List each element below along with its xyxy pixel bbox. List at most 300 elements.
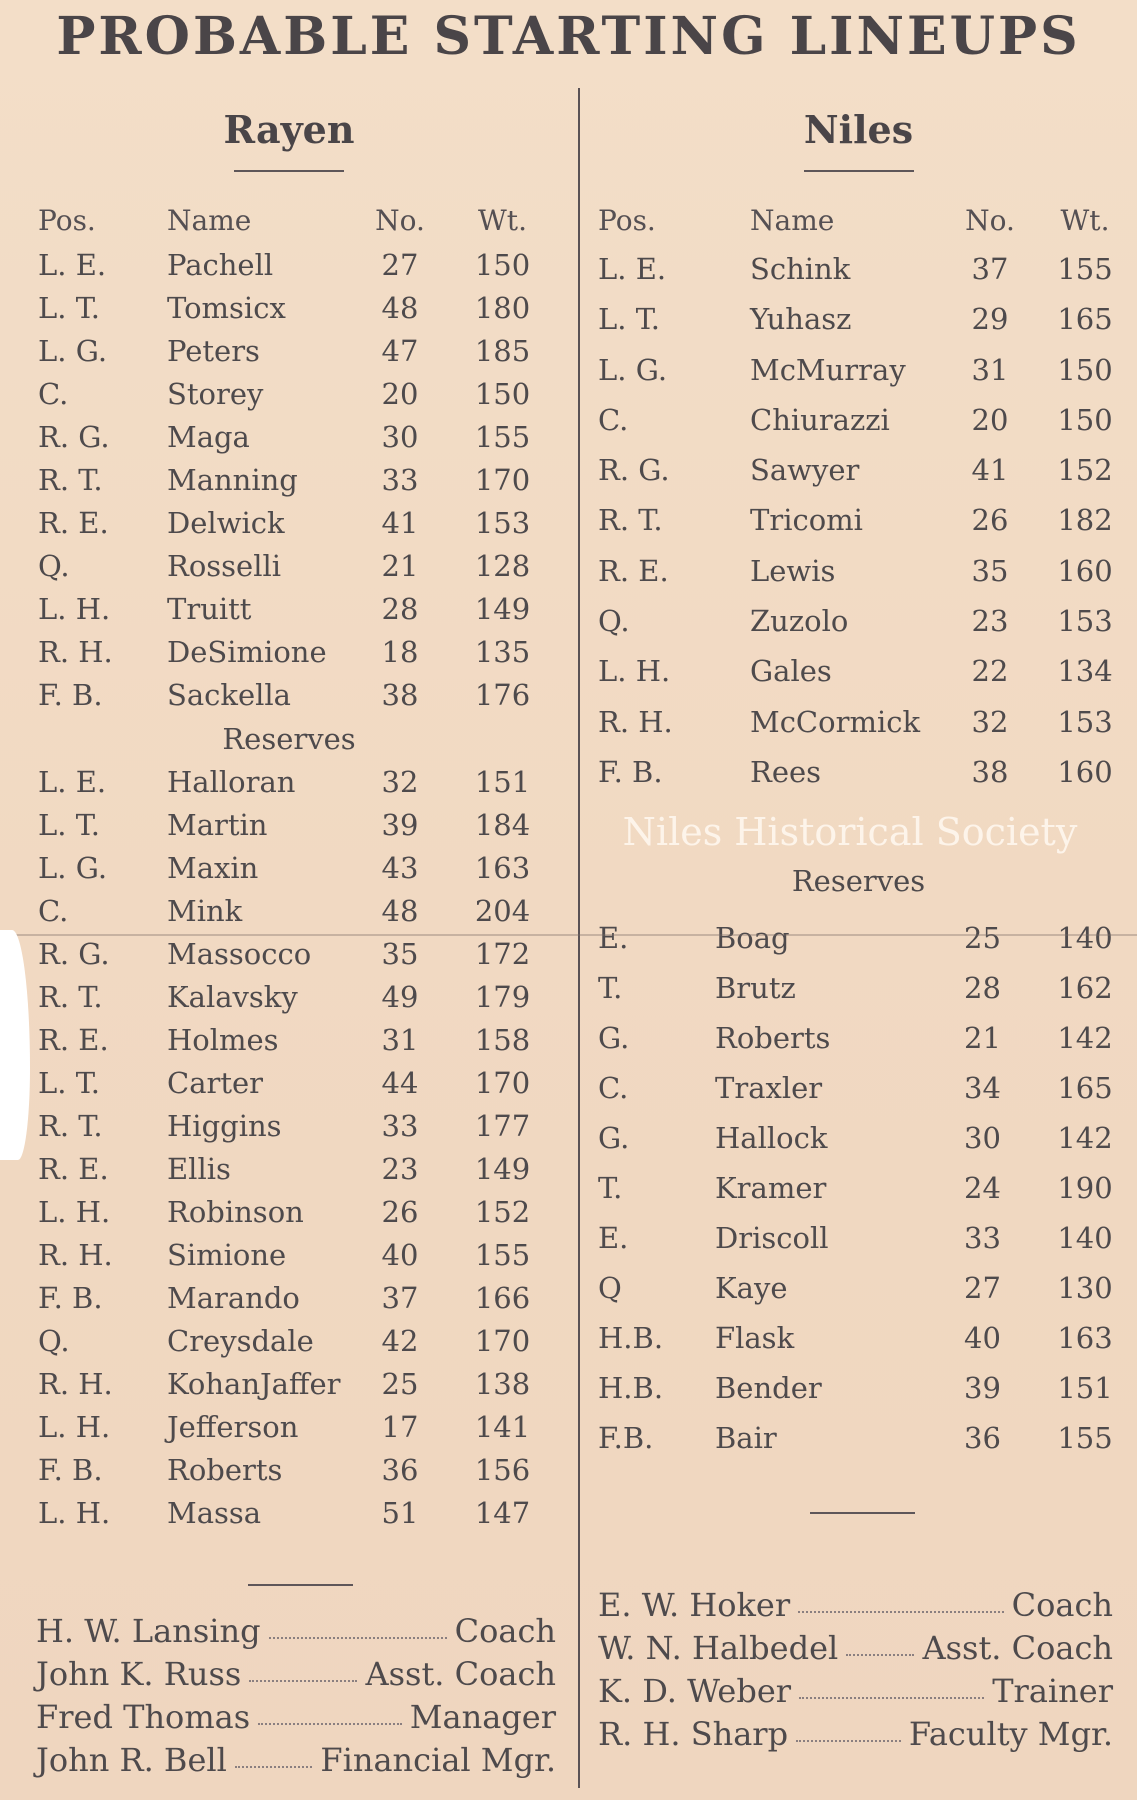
player-position: R. E. [598, 553, 669, 588]
player-weight: 153 [474, 506, 531, 540]
player-number: 48 [381, 291, 419, 325]
player-position: L. T. [38, 291, 100, 325]
player-row [580, 596, 1137, 646]
header-no: No. [375, 204, 425, 237]
rayen-column [0, 100, 578, 1535]
player-weight: 204 [474, 894, 531, 928]
player-position: Q. [598, 604, 630, 639]
staff-role: Coach [1011, 1586, 1113, 1624]
player-name: KohanJaffer [167, 1367, 341, 1401]
staff-role: Trainer [992, 1672, 1113, 1710]
player-number: 25 [964, 921, 1001, 956]
player-name: Simione [167, 1238, 287, 1272]
player-position: L. G. [38, 851, 108, 885]
player-row [580, 1313, 1137, 1363]
player-name: Marando [167, 1281, 300, 1315]
player-weight: 149 [474, 1152, 531, 1186]
player-number: 47 [381, 334, 419, 368]
team-underline [234, 170, 344, 172]
leader-dots [258, 1723, 402, 1725]
player-number: 41 [381, 506, 419, 540]
player-position: T. [598, 1171, 623, 1206]
player-weight: 158 [474, 1023, 531, 1057]
staff-row [36, 1739, 556, 1782]
staff-role: Faculty Mgr. [908, 1715, 1113, 1753]
player-weight: 150 [1057, 402, 1113, 437]
player-name: Bair [715, 1421, 777, 1456]
staff-row [598, 1584, 1113, 1627]
player-number: 26 [971, 503, 1009, 538]
header-wt: Wt. [1060, 204, 1110, 237]
player-row [580, 1113, 1137, 1163]
player-row [0, 976, 578, 1019]
player-name: Martin [167, 808, 268, 842]
player-position: L. H. [38, 1496, 111, 1530]
player-weight: 165 [1057, 1071, 1113, 1106]
player-weight: 150 [474, 248, 531, 282]
player-weight: 184 [474, 808, 531, 842]
staff-name: John K. Russ [36, 1655, 242, 1693]
player-row [0, 1062, 578, 1105]
paper-fold-line [0, 934, 1137, 936]
staff-name: John R. Bell [36, 1741, 227, 1779]
player-name: Massa [167, 1496, 262, 1530]
player-name: Kaye [715, 1271, 788, 1306]
leader-dots [799, 1697, 984, 1699]
player-weight: 152 [474, 1195, 531, 1229]
player-number: 26 [381, 1195, 419, 1229]
player-row [580, 1263, 1137, 1313]
player-name: Manning [167, 463, 298, 497]
player-row [0, 1148, 578, 1191]
player-row [580, 345, 1137, 395]
player-number: 48 [381, 894, 419, 928]
rayen-staff [36, 1610, 556, 1782]
header-name: Name [167, 204, 252, 237]
staff-name: Fred Thomas [36, 1698, 251, 1736]
reserves-label: Reserves [222, 722, 356, 756]
player-row [0, 761, 578, 804]
player-position: F. B. [38, 1453, 103, 1487]
player-row [0, 1234, 578, 1277]
player-number: 37 [381, 1281, 419, 1315]
player-weight: 130 [1057, 1271, 1113, 1306]
player-position: L. E. [598, 252, 667, 286]
player-name: Tomsicx [167, 291, 286, 325]
player-position: T. [598, 971, 623, 1006]
player-position: G. [598, 1021, 630, 1056]
player-row [580, 1363, 1137, 1413]
player-number: 51 [381, 1496, 419, 1530]
player-number: 22 [971, 654, 1009, 689]
player-weight: 176 [474, 678, 531, 712]
player-name: Delwick [167, 506, 285, 540]
player-number: 35 [971, 553, 1009, 588]
player-weight: 151 [474, 765, 531, 799]
player-position: R. G. [38, 420, 110, 454]
player-weight: 150 [1057, 352, 1113, 387]
player-name: Maxin [167, 851, 259, 885]
player-number: 17 [381, 1410, 419, 1444]
header-wt: Wt. [478, 204, 527, 237]
player-name: Lewis [750, 553, 836, 588]
player-row [580, 546, 1137, 596]
player-number: 21 [964, 1021, 1001, 1056]
player-name: Rees [750, 754, 822, 789]
player-position: R. T. [38, 463, 103, 497]
player-name: Roberts [715, 1021, 831, 1056]
team-name-rayen: Rayen [223, 107, 355, 152]
player-position: L. E. [38, 765, 107, 799]
player-position: E. [598, 921, 629, 956]
player-position: R. H. [38, 1367, 113, 1401]
player-number: 23 [971, 604, 1009, 639]
player-position: L. G. [38, 334, 108, 368]
player-name: Brutz [715, 971, 796, 1006]
player-position: F. B. [38, 678, 103, 712]
player-row [580, 445, 1137, 495]
player-weight: 153 [1057, 704, 1113, 739]
player-position: R. H. [38, 635, 113, 669]
player-position: Q. [38, 549, 70, 583]
staff-name: K. D. Weber [598, 1672, 792, 1710]
player-row [580, 913, 1137, 963]
player-row [0, 287, 578, 330]
player-position: F.B. [598, 1421, 654, 1456]
player-name: Boag [715, 921, 790, 956]
player-row [0, 1019, 578, 1062]
watermark: Niles Historical Society [622, 810, 1078, 854]
staff-role: Manager [409, 1698, 556, 1736]
player-position: R. T. [38, 1109, 103, 1143]
player-position: C. [38, 894, 69, 928]
player-position: R. E. [38, 1152, 109, 1186]
player-name: Creysdale [167, 1324, 314, 1358]
player-row [580, 1163, 1137, 1213]
player-row [580, 747, 1137, 797]
player-row [0, 244, 578, 287]
player-position: Q. [38, 1324, 70, 1358]
niles-starters [580, 244, 1137, 797]
player-row [580, 697, 1137, 747]
player-number: 36 [381, 1453, 419, 1487]
staff-name: R. H. Sharp [598, 1715, 789, 1753]
player-weight: 150 [474, 377, 531, 411]
player-name: McMurray [750, 352, 906, 387]
player-weight: 149 [474, 592, 531, 626]
player-name: Sawyer [750, 453, 860, 488]
player-row [0, 330, 578, 373]
player-number: 24 [964, 1171, 1001, 1206]
player-number: 32 [971, 704, 1009, 739]
player-name: Traxler [715, 1071, 823, 1106]
player-row [0, 1406, 578, 1449]
leader-dots [235, 1766, 313, 1768]
player-number: 30 [381, 420, 419, 454]
player-number: 25 [381, 1367, 419, 1401]
player-number: 49 [381, 980, 419, 1014]
player-number: 36 [964, 1421, 1001, 1456]
niles-column [580, 100, 1137, 1463]
player-row [0, 631, 578, 674]
player-name: Jefferson [167, 1410, 299, 1444]
player-name: Storey [167, 377, 264, 411]
staff-row [36, 1610, 556, 1653]
player-weight: 163 [474, 851, 531, 885]
player-position: F. B. [598, 754, 663, 789]
player-name: Driscoll [715, 1221, 829, 1256]
player-number: 41 [971, 453, 1009, 488]
player-weight: 142 [1057, 1021, 1113, 1056]
player-name: Bender [715, 1371, 822, 1406]
player-name: Massocco [167, 937, 312, 971]
player-weight: 140 [1057, 921, 1113, 956]
player-position: Q [598, 1271, 622, 1306]
reserves-label: Reserves [791, 864, 926, 899]
player-number: 28 [381, 592, 419, 626]
player-weight: 172 [474, 937, 531, 971]
player-weight: 138 [474, 1367, 531, 1401]
player-weight: 179 [474, 980, 531, 1014]
player-name: Maga [167, 420, 250, 454]
lineup-header [580, 204, 1137, 244]
player-position: L. T. [598, 302, 660, 337]
player-row [0, 1449, 578, 1492]
player-weight: 182 [1057, 503, 1113, 538]
staff-row [36, 1696, 556, 1739]
player-name: McCormick [750, 704, 921, 739]
player-name: Pachell [167, 248, 274, 282]
team-underline [804, 170, 914, 172]
player-row [580, 646, 1137, 696]
player-position: R. G. [38, 937, 110, 971]
player-weight: 165 [1057, 302, 1113, 337]
player-position: L. E. [38, 248, 107, 282]
team-name-niles: Niles [803, 107, 914, 152]
header-pos: Pos. [38, 204, 96, 237]
player-name: Kalavsky [167, 980, 298, 1014]
player-position: E. [598, 1221, 629, 1256]
rayen-reserves [0, 761, 578, 1535]
player-number: 40 [964, 1321, 1001, 1356]
player-row [0, 373, 578, 416]
player-position: C. [598, 1071, 629, 1106]
player-row [0, 588, 578, 631]
player-number: 38 [971, 754, 1009, 789]
player-number: 33 [381, 1109, 419, 1143]
player-weight: 155 [474, 1238, 531, 1272]
header-name: Name [750, 204, 835, 237]
player-row [580, 395, 1137, 445]
player-number: 18 [381, 635, 419, 669]
player-number: 31 [971, 352, 1009, 387]
player-weight: 166 [474, 1281, 531, 1315]
player-row [0, 1105, 578, 1148]
player-position: L. H. [38, 1195, 111, 1229]
player-weight: 170 [474, 1066, 531, 1100]
player-position: R. E. [38, 1023, 109, 1057]
niles-staff [598, 1584, 1113, 1756]
player-name: Roberts [167, 1453, 283, 1487]
player-row [0, 890, 578, 933]
leader-dots [798, 1611, 1004, 1613]
player-number: 35 [381, 937, 419, 971]
leader-dots [269, 1637, 447, 1639]
player-weight: 142 [1057, 1121, 1113, 1156]
player-name: Hallock [715, 1121, 828, 1156]
player-number: 39 [964, 1371, 1001, 1406]
player-position: R. T. [38, 980, 103, 1014]
player-name: Holmes [167, 1023, 279, 1057]
player-name: Carter [167, 1066, 264, 1100]
staff-row [598, 1627, 1113, 1670]
player-weight: 141 [474, 1410, 531, 1444]
player-name: Higgins [167, 1109, 282, 1143]
leader-dots [846, 1654, 914, 1656]
player-weight: 151 [1057, 1371, 1113, 1406]
player-number: 34 [964, 1071, 1001, 1106]
player-row [0, 1277, 578, 1320]
player-position: R. H. [38, 1238, 113, 1272]
player-position: R. H. [598, 704, 673, 739]
player-weight: 180 [474, 291, 531, 325]
header-pos: Pos. [598, 204, 656, 237]
player-row [0, 804, 578, 847]
player-number: 20 [971, 402, 1009, 437]
player-row [580, 294, 1137, 344]
leader-dots [796, 1740, 901, 1742]
player-weight: 152 [1057, 453, 1113, 488]
player-weight: 147 [474, 1496, 531, 1530]
player-row [580, 244, 1137, 294]
player-row [580, 1013, 1137, 1063]
player-number: 43 [381, 851, 419, 885]
player-weight: 190 [1057, 1171, 1113, 1206]
player-weight: 162 [1057, 971, 1113, 1006]
player-weight: 134 [1057, 654, 1113, 689]
player-name: Sackella [167, 678, 291, 712]
player-number: 38 [381, 678, 419, 712]
player-position: R. T. [598, 503, 663, 538]
player-row [0, 502, 578, 545]
player-name: Yuhasz [750, 302, 852, 337]
player-name: Gales [750, 654, 832, 689]
player-position: C. [598, 402, 629, 437]
player-number: 39 [381, 808, 419, 842]
player-weight: 135 [474, 635, 531, 669]
player-weight: 170 [474, 1324, 531, 1358]
player-name: Schink [750, 252, 851, 286]
player-name: Flask [715, 1321, 795, 1356]
player-row [0, 1363, 578, 1406]
header-no: No. [965, 204, 1015, 237]
player-row [0, 545, 578, 588]
player-name: DeSimione [167, 635, 327, 669]
player-weight: 153 [1057, 604, 1113, 639]
player-position: L. H. [598, 654, 671, 689]
player-number: 27 [964, 1271, 1001, 1306]
player-position: R. G. [598, 453, 670, 488]
player-weight: 177 [474, 1109, 531, 1143]
player-position: F. B. [38, 1281, 103, 1315]
player-name: Mink [167, 894, 243, 928]
staff-name: W. N. Halbedel [598, 1629, 839, 1667]
player-weight: 185 [474, 334, 531, 368]
staff-name: H. W. Lansing [36, 1612, 261, 1650]
staff-role: Asst. Coach [922, 1629, 1113, 1667]
player-name: Truitt [167, 592, 252, 626]
lineup-header [0, 204, 578, 244]
player-number: 30 [964, 1121, 1001, 1156]
player-position: L. H. [38, 592, 111, 626]
player-row [0, 416, 578, 459]
player-number: 28 [964, 971, 1001, 1006]
rayen-starters [0, 244, 578, 717]
player-row [580, 1213, 1137, 1263]
player-position: L. T. [38, 808, 100, 842]
player-position: L. H. [38, 1410, 111, 1444]
player-weight: 160 [1057, 754, 1113, 789]
player-weight: 160 [1057, 553, 1113, 588]
player-name: Tricomi [750, 503, 863, 538]
staff-rule-rayen [248, 1584, 353, 1586]
player-number: 27 [381, 248, 419, 282]
player-number: 33 [964, 1221, 1001, 1256]
player-position: L. T. [38, 1066, 100, 1100]
leader-dots [249, 1680, 357, 1682]
player-position: G. [598, 1121, 630, 1156]
player-row [0, 674, 578, 717]
staff-name: E. W. Hoker [598, 1586, 791, 1624]
player-number: 29 [971, 302, 1009, 337]
player-weight: 163 [1057, 1321, 1113, 1356]
player-weight: 128 [474, 549, 531, 583]
player-position: H.B. [598, 1321, 664, 1356]
player-weight: 155 [1057, 1421, 1113, 1456]
staff-role: Asst. Coach [365, 1655, 556, 1693]
player-name: Chiurazzi [750, 402, 890, 437]
player-number: 31 [381, 1023, 419, 1057]
player-position: L. G. [598, 352, 668, 387]
player-name: Kramer [715, 1171, 827, 1206]
player-row [0, 1320, 578, 1363]
player-row [0, 1191, 578, 1234]
player-number: 33 [381, 463, 419, 497]
player-weight: 156 [474, 1453, 531, 1487]
player-weight: 140 [1057, 1221, 1113, 1256]
player-row [0, 847, 578, 890]
player-row [580, 963, 1137, 1013]
player-number: 23 [381, 1152, 419, 1186]
staff-role: Coach [454, 1612, 556, 1650]
page-title: PROBABLE STARTING LINEUPS [56, 6, 1081, 67]
player-row [580, 495, 1137, 545]
player-row [0, 459, 578, 502]
player-number: 20 [381, 377, 419, 411]
player-name: Rosselli [167, 549, 282, 583]
player-name: Peters [167, 334, 260, 368]
player-number: 37 [971, 252, 1009, 286]
player-weight: 170 [474, 463, 531, 497]
player-name: Halloran [167, 765, 296, 799]
player-name: Robinson [167, 1195, 304, 1229]
player-name: Ellis [167, 1152, 231, 1186]
player-number: 21 [381, 549, 419, 583]
staff-role: Financial Mgr. [320, 1741, 556, 1779]
staff-rule-niles [810, 1512, 915, 1514]
staff-row [36, 1653, 556, 1696]
player-row [580, 1413, 1137, 1463]
